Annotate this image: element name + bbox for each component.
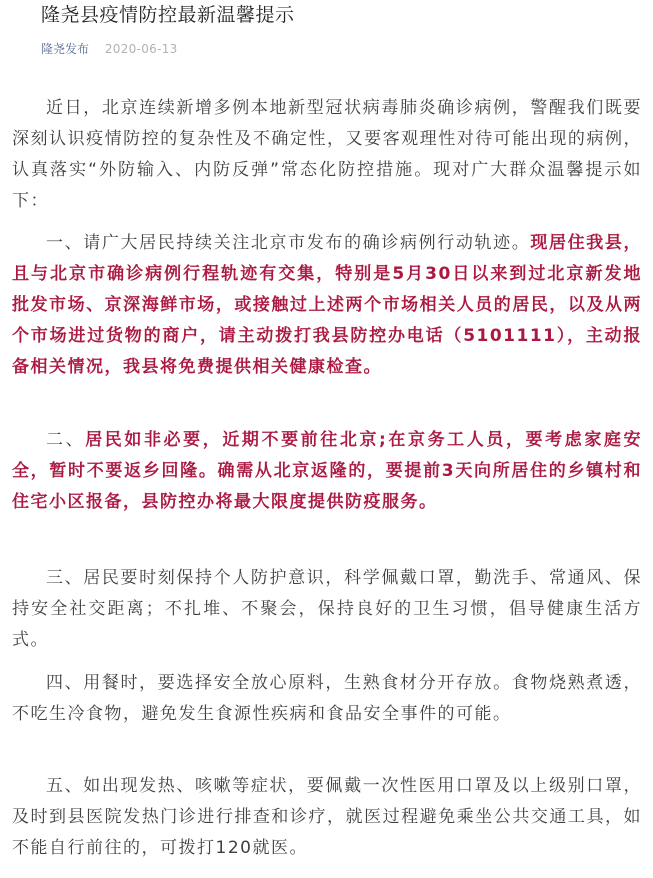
article-meta xyxy=(41,40,178,58)
notice-item-2 xyxy=(12,425,642,518)
notice-item-1-highlight: 现居住我县，且与北京市确诊病例行程轨迹有交集，特别是5月30日以来到过北京新发地批发市场、京深海鲜市场，或接触过上述两个市场相关人员的居民，以及从两个市场进过货物的商户，请主动拨打我县防控办电话（5101111），主动报备相关情况，我县将免费提供相关健康检查。 xyxy=(12,233,643,377)
notice-item-1-text: 一、请广大居民持续关注北京市发布的确诊病例行动轨迹。 xyxy=(46,233,531,253)
author-link[interactable]: 隆尧发布 xyxy=(41,42,90,56)
publish-date: 2020-06-13 xyxy=(104,42,178,56)
notice-item-1 xyxy=(12,228,642,383)
notice-item-5: 五、如出现发热、咳嗽等症状，要佩戴一次性医用口罩及以上级别口罩，及时到县医院发热门诊进行排查和诊疗，就医过程避免乘坐公共交通工具，如不能自行前往的，可拨打120就医。 xyxy=(12,776,642,858)
notice-item-3: 三、居民要时刻保持个人防护意识，科学佩戴口罩，勤洗手、常通风、保持安全社交距离；不扎堆、不聚会，保持良好的卫生习惯，倡导健康生活方式。 xyxy=(12,568,642,650)
notice-item-2-highlight: 居民如非必要，近期不要前往北京;在京务工人员，要考虑家庭安全，暂时不要返乡回隆。确需从北京返隆的，要提前3天向所居住的乡镇村和住宅小区报备，县防控办将最大限度提供防疫服务。 xyxy=(12,430,642,512)
intro-paragraph: 近日，北京连续新增多例本地新型冠状病毒肺炎确诊病例，警醒我们既要深刻认识疫情防控的复杂性及不确定性，又要客观理性对待可能出现的病例，认真落实“外防输入、内防反弹”常态化防控措施。现对广大群众温馨提示如下： xyxy=(12,98,642,211)
article-title: 隆尧县疫情防控最新温馨提示 xyxy=(41,4,295,26)
notice-item-2-text: 二、 xyxy=(46,430,86,450)
notice-item-4: 四、用餐时，要选择安全放心原料，生熟食材分开存放。食物烧熟煮透，不吃生冷食物，避免发生食源性疾病和食品安全事件的可能。 xyxy=(12,673,642,724)
